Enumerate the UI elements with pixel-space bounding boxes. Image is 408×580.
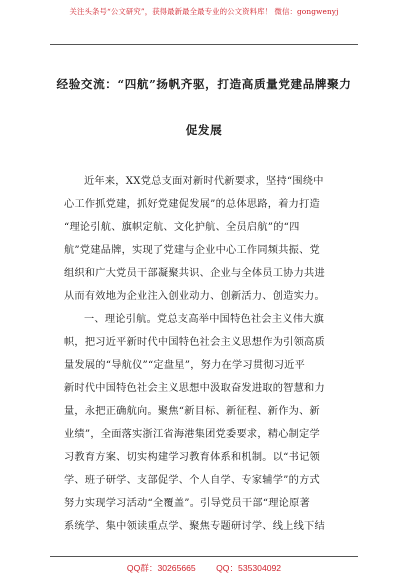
body-line-6: 从而有效地为企业注入创业动力、创新活力、创造实力。 bbox=[64, 291, 325, 302]
body-line-16: 系统学、集中领读重点学、聚焦专题研讨学、线上线下结 bbox=[64, 521, 325, 532]
body-line-11: 量，永把正确航向。聚焦“新目标、新征程、新作为、新 bbox=[64, 406, 320, 417]
footer-divider bbox=[50, 556, 358, 557]
body-line-15: 努力实现学习活动“全覆盖”。引导党员干部“理论原著 bbox=[64, 498, 310, 509]
body-line-1: 近年来，XX党总支面对新时代新要求，坚持“围绕中 bbox=[84, 176, 324, 187]
body-line-7: 一、理论引航。党总支高举中国特色社会主义伟大旗 bbox=[84, 314, 325, 325]
body-line-2: 心工作抓党建，抓好党建促发展”的总体思路，着力打造 bbox=[64, 199, 320, 210]
body-line-10: 新时代中国特色社会主义思想中汲取奋发进取的智慧和力 bbox=[64, 383, 325, 394]
document-title-line-1: 经验交流：“四航”扬帆齐驱，打造高质量党建品牌聚力 bbox=[56, 77, 352, 91]
body-line-12: 业绩”，全面落实浙江省海港集团党委要求，精心制定学 bbox=[64, 429, 320, 440]
body-line-13: 习教育方案、切实构建学习教育体系和机制。以“书记领 bbox=[64, 452, 320, 463]
body-line-9: 量发展的“导航仪”“定盘星”，努力在学习贯彻习近平 bbox=[64, 360, 306, 371]
body-line-14: 学、班子研学、支部促学、个人自学、专家辅学”的方式 bbox=[64, 475, 320, 486]
footer-qq-number: QQ：535304092 bbox=[216, 563, 282, 573]
document-title-line-2: 促发展 bbox=[185, 123, 223, 137]
body-line-8: 帜，把习近平新时代中国特色社会主义思想作为引领高质 bbox=[64, 337, 325, 348]
body-line-3: “理论引航、旗帜定航、文化护航、全员启航”的“四 bbox=[64, 222, 300, 233]
header-divider bbox=[50, 44, 358, 45]
body-line-5: 组织和广大党员干部凝聚共识、企业与全体员工协力共进 bbox=[64, 268, 325, 279]
header-promo-note: 关注头条号“公文研究”，获得最新最全最专业的公文资料库！ 微信：gongwenyj bbox=[69, 7, 339, 16]
footer-qq-group: QQ群：30265665 bbox=[126, 563, 196, 573]
body-line-4: 航”党建品牌，实现了党建与企业中心工作同频共振、党 bbox=[64, 245, 320, 256]
footer-contact bbox=[0, 562, 408, 574]
